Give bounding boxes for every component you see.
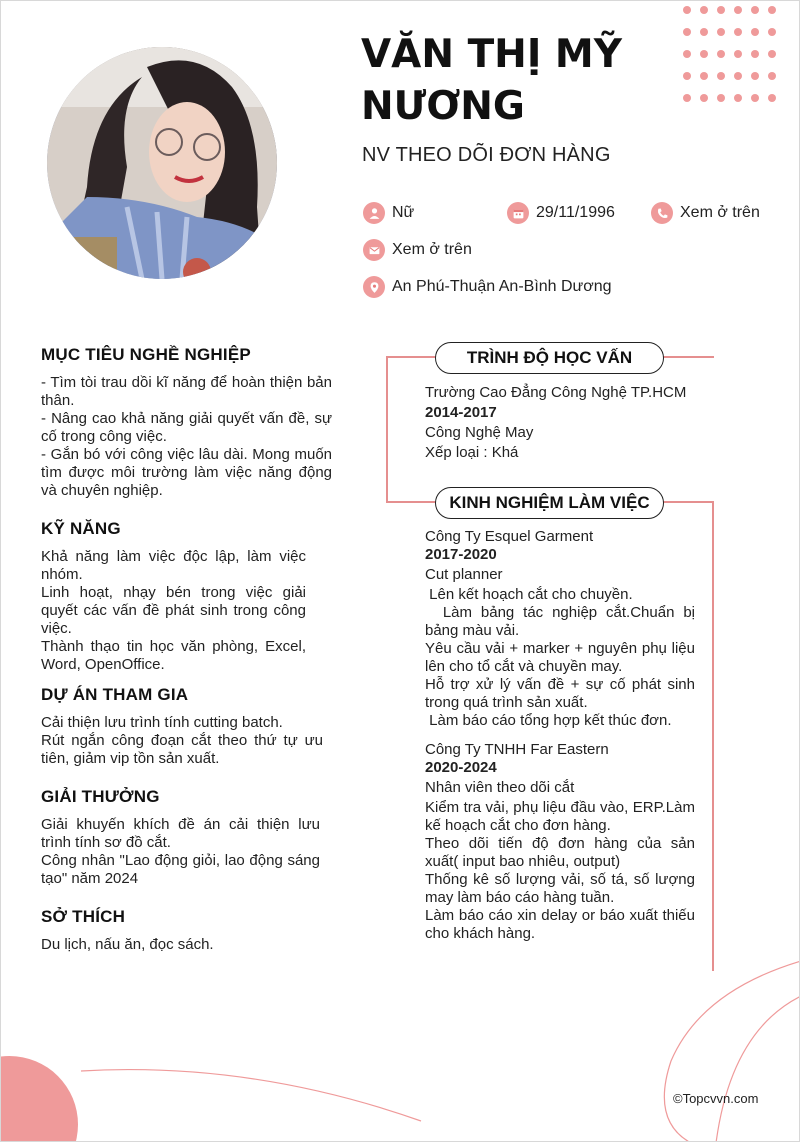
skills-line: Khả năng làm việc độc lập, làm việc nhóm. xyxy=(41,548,306,583)
objective-line: - Tìm tòi trau dồi kĩ năng để hoàn thiện bản thân. xyxy=(41,374,332,409)
birthday-value: 29/11/1996 xyxy=(536,204,615,221)
job-position: NV THEO DÕI ĐƠN HÀNG xyxy=(362,144,611,166)
awards-title: GIẢI THƯỞNG xyxy=(41,787,160,806)
location-pin-icon xyxy=(363,276,385,298)
education-major: Công Nghệ May xyxy=(425,424,534,441)
name-line-1: VĂN THỊ MỸ xyxy=(361,32,622,77)
job-duty: Làm báo cáo tổng hợp kết thúc đơn. xyxy=(425,712,672,729)
objective-line: - Nâng cao khả năng giải quyết vấn đề, sự cố trong công việc. xyxy=(41,410,332,445)
job-duty: Yêu cầu vải + marker + nguyên phụ liệu lên cho tổ cắt và chuyền may. xyxy=(425,640,695,675)
objective-title: MỤC TIÊU NGHỀ NGHIỆP xyxy=(41,345,251,364)
education-years: 2014-2017 xyxy=(425,404,497,421)
skills-title: KỸ NĂNG xyxy=(41,519,121,538)
job-duty: Hỗ trợ xử lý vấn đề + sự cố phát sinh trong quá trình sản xuất. xyxy=(425,676,695,711)
decorative-dots xyxy=(683,6,776,102)
job-entry xyxy=(425,741,695,943)
projects-line: Cải thiện lưu trình tính cutting batch. xyxy=(41,714,283,731)
hobbies-title: SỞ THÍCH xyxy=(41,907,126,926)
job-entry xyxy=(425,528,700,730)
job-duty: Theo dõi tiến độ đơn hàng của sản xuất( input bao nhiêu, output) xyxy=(425,835,695,870)
job-duty: Làm báo cáo xin delay or báo xuất thiếu cho khách hàng. xyxy=(425,907,695,942)
timeline-connector xyxy=(386,356,436,358)
job-duty: Kiểm tra vải, phụ liệu đầu vào, ERP.Làm kế hoạch cắt cho đơn hàng. xyxy=(425,799,695,834)
education-title-pill xyxy=(435,342,664,374)
footer-credit[interactable]: ©Topcvvn.com xyxy=(673,1091,759,1106)
job-duty: Làm bảng tác nghiệp cắt.Chuẩn bị bảng màu vải. xyxy=(425,604,700,639)
projects-title: DỰ ÁN THAM GIA xyxy=(41,685,189,704)
job-role: Cut planner xyxy=(425,566,503,583)
timeline-connector xyxy=(386,501,436,503)
timeline-vertical-line xyxy=(386,356,388,503)
birthday-info xyxy=(507,202,615,224)
job-role: Nhân viên theo dõi cắt xyxy=(425,779,575,796)
timeline-connector xyxy=(663,501,714,503)
objective-line: - Gắn bó với công việc lâu dài. Mong muốn tìm được môi trường làm việc năng động và chuyên nghiệp. xyxy=(41,446,332,499)
address-value: An Phú-Thuận An-Bình Dương xyxy=(392,278,612,295)
job-duty: Thống kê số lượng vải, số tá, số lượng may làm báo cáo hàng tuần. xyxy=(425,871,695,906)
email-icon xyxy=(363,239,385,261)
address-info xyxy=(363,276,612,298)
job-duty: Lên kết hoạch cắt cho chuyền. xyxy=(425,586,633,603)
timeline-vertical-line xyxy=(712,501,714,971)
hobbies-line: Du lịch, nấu ăn, đọc sách. xyxy=(41,936,214,953)
profile-photo xyxy=(47,47,277,279)
phone-icon xyxy=(651,202,673,224)
job-years: 2020-2024 xyxy=(425,759,497,776)
email-info xyxy=(363,239,472,261)
decorative-blob xyxy=(0,1056,78,1142)
phone-value: Xem ở trên xyxy=(680,204,760,221)
job-company: Công Ty Esquel Garment xyxy=(425,528,594,545)
skills-line: Thành thạo tin học văn phòng, Excel, Word, OpenOffice. xyxy=(41,638,306,673)
education-title: TRÌNH ĐỘ HỌC VẤN xyxy=(466,348,633,367)
education-grade: Xếp loại : Khá xyxy=(425,444,519,461)
school-name: Trường Cao Đẳng Công Nghệ TP.HCM xyxy=(425,384,687,401)
job-company: Công Ty TNHH Far Eastern xyxy=(425,741,609,758)
experience-title-pill xyxy=(435,487,664,519)
email-value: Xem ở trên xyxy=(392,241,472,258)
gender-info xyxy=(363,202,414,224)
education-entry xyxy=(425,383,695,463)
hobbies-section xyxy=(41,907,332,954)
job-years: 2017-2020 xyxy=(425,546,497,563)
awards-section xyxy=(41,787,320,888)
phone-info xyxy=(651,202,760,224)
awards-line: Công nhân "Lao động giỏi, lao động sáng tạo" năm 2024 xyxy=(41,852,320,887)
projects-line: Rút ngắn công đoạn cắt theo thứ tự ưu tiên, giảm vip tồn sản xuất. xyxy=(41,732,323,767)
calendar-icon xyxy=(507,202,529,224)
projects-section xyxy=(41,685,323,768)
awards-line: Giải khuyến khích đề án cải thiện lưu trình tính sơ đồ cắt. xyxy=(41,816,320,851)
candidate-name xyxy=(361,29,661,133)
skills-section xyxy=(41,519,306,674)
skills-line: Linh hoạt, nhạy bén trong việc giải quyết các vấn đề phát sinh trong công việc. xyxy=(41,584,306,637)
objective-section xyxy=(41,345,332,500)
timeline-connector xyxy=(663,356,714,358)
experience-title: KINH NGHIỆM LÀM VIỆC xyxy=(449,493,650,512)
person-icon xyxy=(363,202,385,224)
name-line-2: NƯƠNG xyxy=(361,84,525,129)
gender-value: Nữ xyxy=(392,204,415,221)
